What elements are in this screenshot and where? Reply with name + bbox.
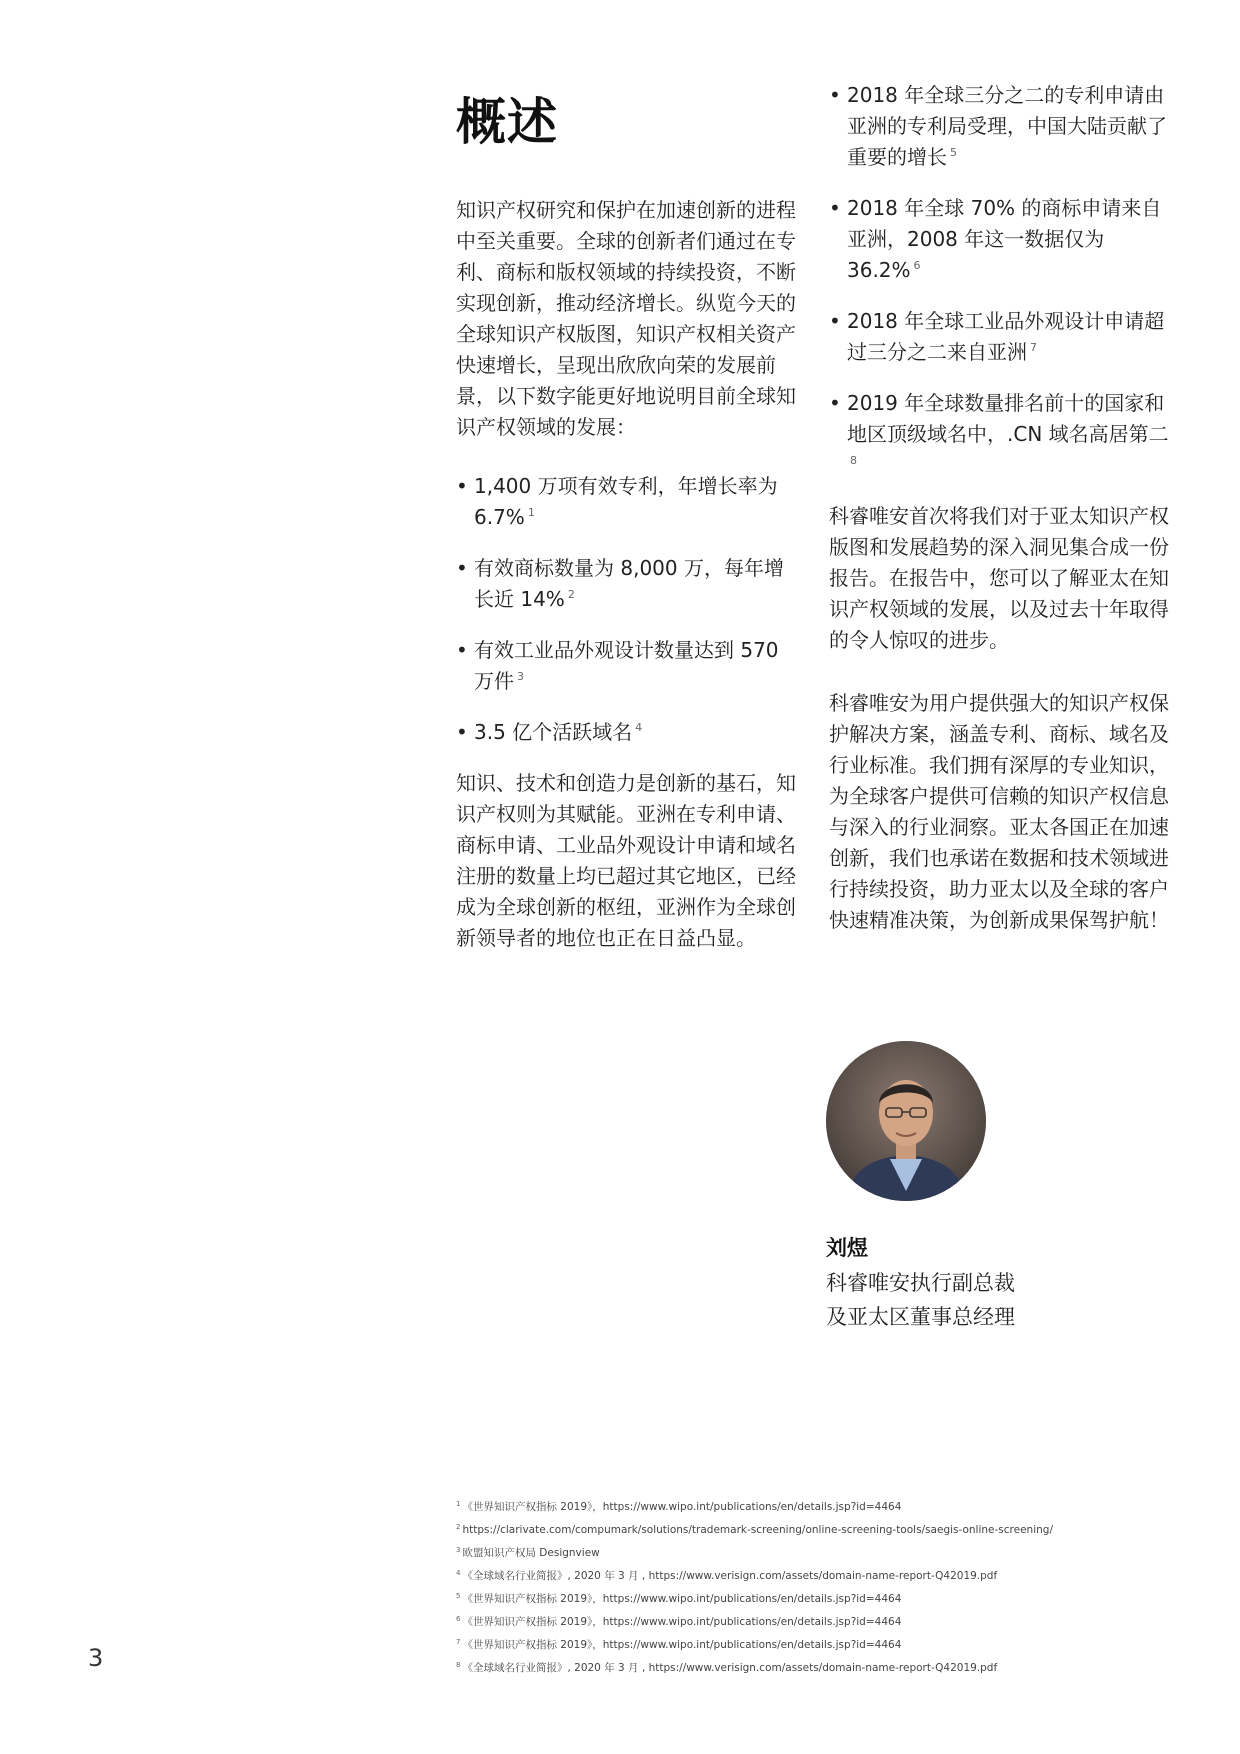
footnote-number: 1 [456,1499,461,1508]
list-item-text: 2018 年全球 70% 的商标申请来自亚洲，2008 年这一数据仅为 36.2% [847,196,1162,282]
avatar [826,1041,986,1201]
list-item [456,635,802,697]
list-item-text: 2018 年全球三分之二的专利申请由亚洲的专利局受理，中国大陆贡献了重要的增长 [847,83,1167,169]
list-item [829,306,1173,368]
intro-paragraph: 知识产权研究和保护在加速创新的进程中至关重要。全球的创新者们通过在专利、商标和版权领域的持续投资，不断实现创新，推动经济增长。纵览今天的全球知识产权版图，知识产权相关资产快速增长，呈现出欣欣向荣的发展前景，以下数字能更好地说明目前全球知识产权领域的发展： [456,198,796,439]
footnote-ref[interactable]: 2 [567,588,575,602]
asia-stats-list [829,80,1173,481]
footnote-ref[interactable]: 7 [1030,341,1037,355]
footnote-ref[interactable]: 3 [517,670,524,684]
footnote-text: https://clarivate.com/compumark/solutions/trademark-screening/online-screening-tools/saegis-online-screening/ [462,1524,1053,1536]
list-item-text: 3.5 亿个活跃域名 [474,720,633,744]
footnote-number: 6 [456,1614,461,1623]
list-item-text: 有效工业品外观设计数量达到 570 万件 [474,638,779,693]
bullet-icon: • [829,196,841,220]
company-paragraph: 科睿唯安为用户提供强大的知识产权保护解决方案，涵盖专利、商标、域名及行业标准。我们拥有深厚的专业知识，为全球客户提供可信赖的知识产权信息与深入的行业洞察。亚太各国正在加速创新，我们也承诺在数据和技术领域进行持续投资，助力亚太以及全球的客户快速精准决策，为创新成果保驾护航！ [829,691,1169,932]
right-column [829,80,1173,936]
list-item [829,193,1173,286]
signature-title [826,1266,1126,1334]
list-item-text: 2019 年全球数量排名前十的国家和地区顶级域名中，.CN 域名高居第二 [847,391,1169,446]
list-item [829,388,1173,481]
list-item [456,717,802,748]
signature-title-line: 科睿唯安执行副总裁 [826,1271,1015,1295]
footnote-text: 《全球域名行业简报》, 2020 年 3 月 , https://www.verisign.com/assets/domain-name-report-Q42019.pdf [462,1570,998,1582]
footnote [456,1542,1196,1565]
bullet-icon: • [456,556,468,580]
footnote-text: 欧盟知识产权局 Designview [462,1547,600,1559]
footnote [456,1496,1196,1519]
page-number: 3 [88,1644,104,1672]
closing-paragraph: 知识、技术和创造力是创新的基石，知识产权则为其赋能。亚洲在专利申请、商标申请、工业品外观设计申请和域名注册的数量上均已超过其它地区，已经成为全球创新的枢纽，亚洲作为全球创新领导者的地位也正在日益凸显。 [456,771,796,950]
footnote-text: 《世界知识产权指标 2019》，https://www.wipo.int/publications/en/details.jsp?id=4464 [462,1593,902,1605]
footnote-number: 7 [456,1637,461,1646]
footnotes [456,1496,1196,1680]
footnote [456,1519,1196,1542]
footnote-ref[interactable]: 6 [913,259,921,273]
footnote-number: 4 [456,1568,461,1577]
bullet-icon: • [829,309,841,333]
list-item [829,80,1173,173]
footnote-text: 《世界知识产权指标 2019》，https://www.wipo.int/publications/en/details.jsp?id=4464 [462,1639,902,1651]
page-title: 概述 [456,93,558,151]
bullet-icon: • [829,83,841,107]
list-item-text: 有效商标数量为 8,000 万，每年增长近 14% [474,556,784,611]
bullet-icon: • [829,391,841,415]
footnote [456,1657,1196,1680]
footnote-number: 2 [456,1522,461,1531]
footnote-text: 《世界知识产权指标 2019》，https://www.wipo.int/publications/en/details.jsp?id=4464 [462,1616,902,1628]
bullet-icon: • [456,720,468,744]
left-column [456,195,802,954]
footnote [456,1588,1196,1611]
footnote-number: 3 [456,1545,461,1554]
portrait-photo [826,1041,986,1201]
footnote-number: 5 [456,1591,461,1600]
footnote-ref[interactable]: 8 [850,454,857,468]
footnote [456,1565,1196,1588]
signature-title-line: 及亚太区董事总经理 [826,1305,1015,1329]
list-item-text: 2018 年全球工业品外观设计申请超过三分之二来自亚洲 [847,309,1165,364]
signature-name: 刘煜 [826,1236,868,1260]
report-intro-paragraph: 科睿唯安首次将我们对于亚太知识产权版图和发展趋势的深入洞见集合成一份报告。在报告中，您可以了解亚太在知识产权领域的发展，以及过去十年取得的令人惊叹的进步。 [829,504,1169,652]
footnote-text: 《世界知识产权指标 2019》，https://www.wipo.int/publications/en/details.jsp?id=4464 [462,1501,902,1513]
footnote-ref[interactable]: 4 [635,721,643,735]
footnote-text: 《全球域名行业简报》, 2020 年 3 月 , https://www.verisign.com/assets/domain-name-report-Q42019.pdf [462,1662,998,1674]
footnote-ref[interactable]: 1 [527,506,535,520]
footnote [456,1611,1196,1634]
bullet-icon: • [456,474,468,498]
bullet-icon: • [456,638,468,662]
footnote [456,1634,1196,1657]
list-item-text: 1,400 万项有效专利，年增长率为 6.7% [474,474,778,529]
list-item [456,553,802,615]
stats-list [456,471,802,748]
list-item [456,471,802,533]
footnote-ref[interactable]: 5 [950,146,957,160]
footnote-number: 8 [456,1660,461,1669]
